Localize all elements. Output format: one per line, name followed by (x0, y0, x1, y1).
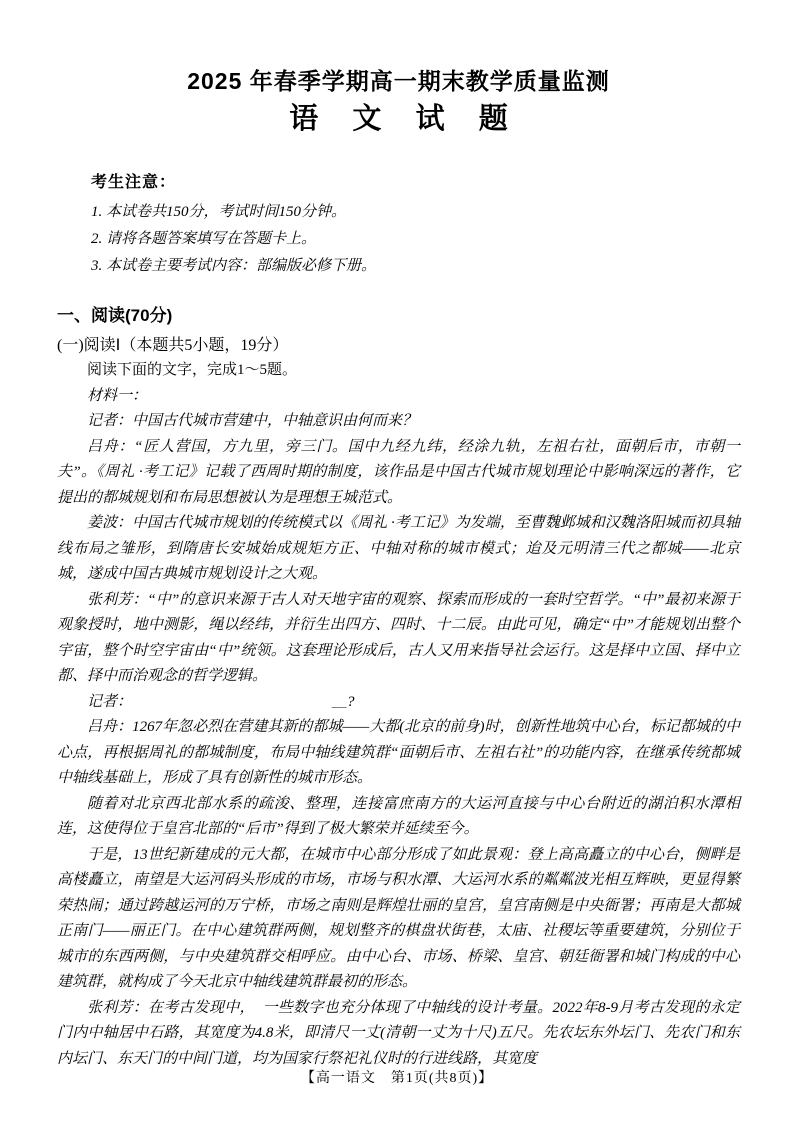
material-paragraph-jiangbo: 姜波：中国古代城市规划的传统模式以《周礼 ·考工记》为发端，至曹魏邺城和汉魏洛阳城而初具轴线布局之雏形，到隋唐长安城始成规矩方正、中轴对称的城市模式；迨及元明清三代之都城——北京城，遂成中国古典城市规划设计之大观。 (57, 515, 740, 582)
material-paragraph-water-system: 随着对北京西北部水系的疏浚、整理，连接富庶南方的大运河直接与中心台附近的湖泊积水潭相连，这使得位于皇宫北部的“后市”得到了极大繁荣并延续至今。 (57, 795, 740, 837)
material-paragraph-luzhou-1: 吕舟：“匠人营国，方九里，旁三门。国中九经九纬，经涂九轨，左祖右社，面朝后市，市朝一夫”。《周礼 ·考工记》记载了西周时期的制度，该作品是中国古代城市规划理论中影响深远的著作，它提出的都城规划和布局思想被认为是理想王城范式。 (57, 438, 740, 506)
material-label: 材料一： (87, 387, 148, 404)
notice-item: 3. 本试卷主要考试内容：部编版必修下册。 (91, 258, 377, 274)
page-footer: 【高一语文 第1页(共8页)】 (300, 1071, 494, 1086)
speaker-label: 记者： (87, 693, 133, 710)
material-paragraph-reporter-question: 记者：中国古代城市营建中，中轴意识由何而来？ (87, 413, 418, 429)
material-paragraph-luzhou-2: 吕舟：1267年忽必烈在营建其新的都城——大都(北京的前身)时，创新性地筑中心台，标记都城的中心点，再根据周礼的都城制度，布局中轴线建筑群“面朝后市、左祖右社”的功能内容，在继承传统都城中轴线基础上，形成了具有创新性的城市形态。 (57, 719, 740, 786)
candidate-notice-block (91, 172, 740, 280)
material-paragraph-zhanglifang-1: 张利芳：“中”的意识来源于古人对天地宇宙的观察、探索而形成的一套时空哲学。“中”最初来源于观象授时，地中测影，绳以经纬，并衍生出四方、四时、十二辰。由此可见，确定“中”才能规划出整个宇宙，整个时空宇宙由“中”统领。这套理论形成后，古人又用来指导社会运行。这是择中立国、择中立都、择中而治观念的哲学逻辑。 (57, 591, 740, 684)
reporter-blank-line (57, 690, 740, 716)
exam-title: 2025 年春季学期高一期末教学质量监测 (187, 68, 610, 94)
exam-subtitle: 语 文 试 题 (289, 103, 521, 135)
section-heading-reading: 一、阅读(70分) (57, 306, 173, 325)
part-heading-reading-1: (一)阅读Ⅰ（本题共5小题，19分） (57, 337, 289, 354)
answer-blank: ＿? (332, 693, 355, 710)
material-paragraph-zhanglifang-2: 张利芳：在考古发现中， 一些数字也充分体现了中轴线的设计考量。2022年8-9月考古发现的永定门内中轴居中石路，其宽度为4.8米，即清尺一丈(清朝一丈为十尺)五尺。先农坛东外坛门、先农门和东内坛门、东天门的中间门道，均为国家行祭祀礼仪时的行进线路，其宽度 (57, 999, 740, 1067)
material-paragraph-dadu-cityscape: 于是，13世纪新建成的元大都，在城市中心部分形成了如此景观：登上高高矗立的中心台，侧畔是高楼矗立，南望是大运河码头形成的市场，市场与积水潭、大运河水系的粼粼波光相互辉映，更显得繁荣热闹；通过跨越运河的万宁桥，市场之南则是辉煌壮丽的皇宫，皇宫南侧是中央衙署；再南是大都城正南门——丽正门。在中心建筑群两侧，规划整齐的棋盘状街巷，太庙、社稷坛等重要建筑，分别位于城市的东西两侧，与中央建筑群交相呼应。由中心台、市场、桥梁、皇宫、朝廷衙署和城门构成的中心建筑群，就构成了今天北京中轴线建筑群最初的形态。 (57, 846, 740, 990)
notice-item: 2. 请将各题答案填写在答题卡上。 (91, 231, 317, 247)
notice-item: 1. 本试卷共150分，考试时间150分钟。 (91, 204, 347, 220)
notice-heading: 考生注意： (91, 174, 177, 191)
reading-instruction: 阅读下面的文字，完成1～5题。 (87, 362, 298, 378)
